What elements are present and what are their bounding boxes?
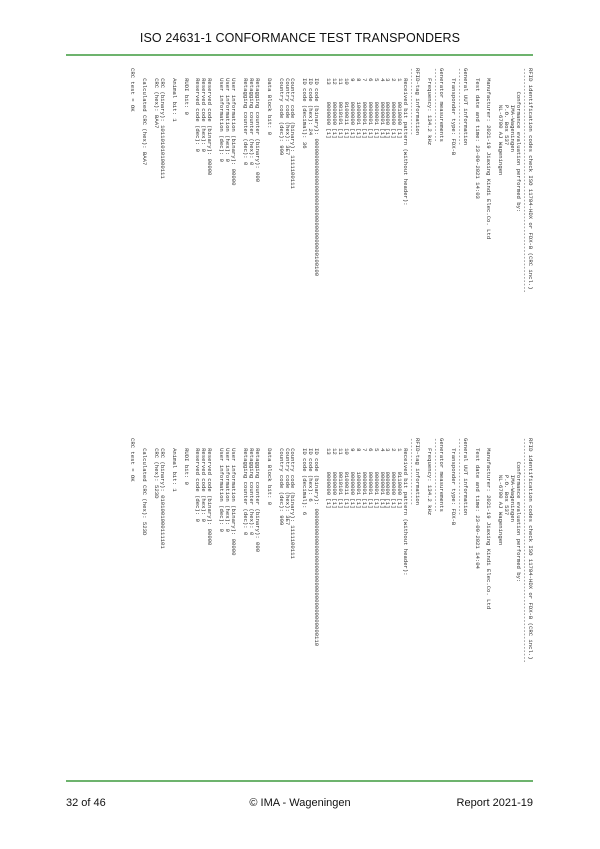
log-line: Frequency: 134.2 kHz	[426, 68, 434, 146]
log-line: 11 0010101 [1]	[337, 68, 344, 139]
log-line: RFID identification codes check ISO 11784-HDX or FDX-B (CRC incl.)	[527, 438, 534, 660]
log-line: Calculated CRC (hex): BAA7	[141, 68, 149, 166]
log-line: RUDI bit: 0	[182, 68, 190, 115]
log-line: Country code (hex): 3E7	[283, 68, 291, 156]
log-line: 5 0000001 [1]	[372, 438, 380, 509]
log-line: Generator measurements	[437, 68, 445, 142]
log-line: 2 0000000 [1]	[390, 68, 398, 139]
log-line: RFID identification codes check ISO 11784-HDX or FDX-B (CRC incl.)	[527, 68, 534, 290]
log-line: RFID-tag information	[414, 68, 422, 136]
log-line: ----------------------	[432, 68, 439, 142]
log-line: -------------------------------------------------------------------	[521, 438, 529, 663]
log-line: Reserved code (dec): 0	[194, 438, 202, 522]
log-line: 13 0000000 [1]	[325, 438, 333, 509]
log-line: User information (dec): 0	[218, 68, 226, 162]
log-line: Retagging counter (hex): 0	[247, 438, 255, 536]
log-line: CRC (hex): BAA7	[152, 68, 160, 129]
log-line: Retagging counter (binary): 000	[253, 438, 261, 553]
log-line: 6 0000001 [1]	[366, 438, 374, 509]
log-line: 3 0000000 [1]	[384, 68, 392, 139]
log-line: ID code (binary): 00000000000000000000000000000000000000110	[313, 438, 321, 647]
log-line: General UUT information	[461, 68, 469, 146]
log-line: ID code (decimal): 6	[301, 438, 309, 516]
log-line: 1 0010000 [1]	[396, 68, 404, 139]
log-line: -----------------------	[455, 438, 463, 516]
log-line: 6 0000001 [1]	[366, 68, 374, 139]
log-line: User information (hex): 0	[224, 68, 232, 162]
log-line: 8 1000001 [1]	[354, 68, 362, 139]
log-line: Retagging counter (binary): 000	[253, 68, 261, 183]
log-line: 7 0000001 [1]	[360, 68, 368, 139]
log-line: 11 0010101 [1]	[337, 438, 344, 509]
log-line: 9 0000000 [1]	[348, 438, 356, 509]
log-line: Retagging counter (dec): 0	[242, 438, 249, 536]
log-line: User information (hex): 0	[224, 438, 232, 532]
footer-page-number: 32 of 46	[66, 797, 106, 809]
log-line: User information (binary): 00000	[230, 438, 238, 556]
log-line: General UUT information	[461, 438, 469, 516]
log-line: 5 0000001 [1]	[372, 68, 380, 139]
footer-report-id: Report 2021-19	[456, 797, 533, 809]
test-log-panel-1	[129, 68, 533, 378]
log-line: Animal bit: 1	[170, 438, 178, 492]
log-line: Test date and time: 23-09-2021 14:03	[473, 68, 481, 199]
footer-copyright: © IMA - Wageningen	[249, 797, 351, 809]
log-line: ID code (binary): 00000000000000000000000000000000000100100	[313, 68, 321, 277]
log-line: --------------------	[408, 68, 416, 136]
log-line: -------------------------------------------------------------------	[521, 68, 529, 293]
log-line: 7 0000001 [1]	[360, 438, 368, 509]
log-line: Country code (dec): 999	[277, 68, 285, 156]
log-line: Country code (binary): 1111100111	[289, 438, 297, 559]
log-line: NL-6700 AJ Wageningen	[497, 438, 505, 546]
log-line: Transponder type: FDX-B	[449, 68, 457, 156]
log-line: IMA-Wageningen	[509, 68, 517, 152]
log-line: CRC (hex): 523D	[152, 438, 160, 499]
log-line: Manufacturer: 2021-19 Jiaxing Kindi Elec.Co. Ltd	[485, 68, 493, 240]
log-line: Country code (dec): 999	[277, 438, 285, 526]
log-line: Frequency: 134.2 kHz	[426, 438, 434, 516]
log-line: 8 1000001 [1]	[354, 438, 362, 509]
page-header-title: ISO 24631-1 CONFORMANCE TEST TRANSPONDERS	[139, 31, 461, 45]
log-line: Reserved code (binary): 00000	[206, 68, 214, 176]
log-line: -----------------------	[455, 68, 463, 146]
log-line: ID code (decimal): 36	[301, 68, 309, 149]
log-line: ----------------------	[432, 438, 439, 512]
log-line: CRC (binary): 1011010101000111	[158, 68, 166, 179]
log-line: CRC test = OK	[129, 438, 137, 482]
log-line: Reserved code (hex): 0	[200, 68, 208, 152]
log-line: P.O. Box 537	[503, 438, 511, 516]
log-line: CRC (binary): 0101001000111101	[158, 438, 166, 549]
log-line: NL-6700 AJ Wageningen	[497, 68, 505, 176]
log-line: 10 0100011 [1]	[342, 68, 350, 139]
log-line: 13 0000000 [1]	[325, 68, 333, 139]
log-line: Retagging counter (dec): 0	[242, 68, 249, 166]
log-line: --------------------	[408, 438, 416, 506]
log-line: 4 0000001 [1]	[378, 68, 386, 139]
log-line: Retagging counter (hex): 0	[247, 68, 255, 166]
log-line: Generator measurements	[437, 438, 445, 512]
footer-divider	[66, 780, 533, 782]
log-line: Data Block bit: 0	[265, 68, 273, 136]
log-line: RUDI bit: 0	[182, 438, 190, 485]
log-line: Transponder type: FDX-B	[449, 438, 457, 526]
log-line: Calculated CRC (hex): 523D	[141, 438, 149, 536]
log-line: Received bit pattern (without header):	[402, 438, 410, 576]
log-line: Country code (hex): 3E7	[283, 438, 291, 526]
log-line: Data Block bit: 0	[265, 438, 273, 506]
log-line: Reserved code (binary): 00000	[206, 438, 214, 546]
log-line: 9 0000000 [1]	[348, 68, 356, 139]
log-line: Test date and time: 23-09-2021 14:04	[473, 438, 481, 569]
log-line: Reserved code (dec): 0	[194, 68, 202, 152]
log-line: 2 0000000 [1]	[390, 438, 398, 509]
header-divider	[66, 54, 533, 56]
log-line: Reserved code (hex): 0	[200, 438, 208, 522]
log-line: Country code (binary): 1111100111	[289, 68, 297, 189]
log-line: RFID-tag information	[414, 438, 422, 506]
log-line: Conformance evaluation performed by:	[515, 438, 523, 583]
test-log-panel-2	[129, 438, 533, 748]
log-line: Manufacturer: 2021-19 Jiaxing Kindi Elec.Co. Ltd	[485, 438, 493, 610]
log-line: User information (dec): 0	[218, 438, 226, 532]
log-line: 12 0000000 [1]	[331, 438, 339, 509]
log-line: IMA-Wageningen	[509, 438, 517, 522]
log-line: Received bit pattern (without header):	[402, 68, 410, 206]
log-line: P.O. Box 537	[503, 68, 511, 146]
log-line: CRC test = OK	[129, 68, 137, 112]
log-line: 12 0000000 [1]	[331, 68, 339, 139]
log-line: ID code (hex): 6	[307, 438, 315, 502]
log-line: Conformance evaluation performed by:	[515, 68, 523, 213]
log-line: User information (binary): 00000	[230, 68, 238, 186]
log-line: 3 0000000 [1]	[384, 438, 392, 509]
log-line: 10 0100011 [1]	[342, 438, 350, 509]
log-line: 1 0110000 [1]	[396, 438, 404, 509]
log-line: 4 0000001 [1]	[378, 438, 386, 509]
log-line: ID code (hex): 24	[307, 68, 315, 136]
log-line: Animal bit: 1	[170, 68, 178, 122]
